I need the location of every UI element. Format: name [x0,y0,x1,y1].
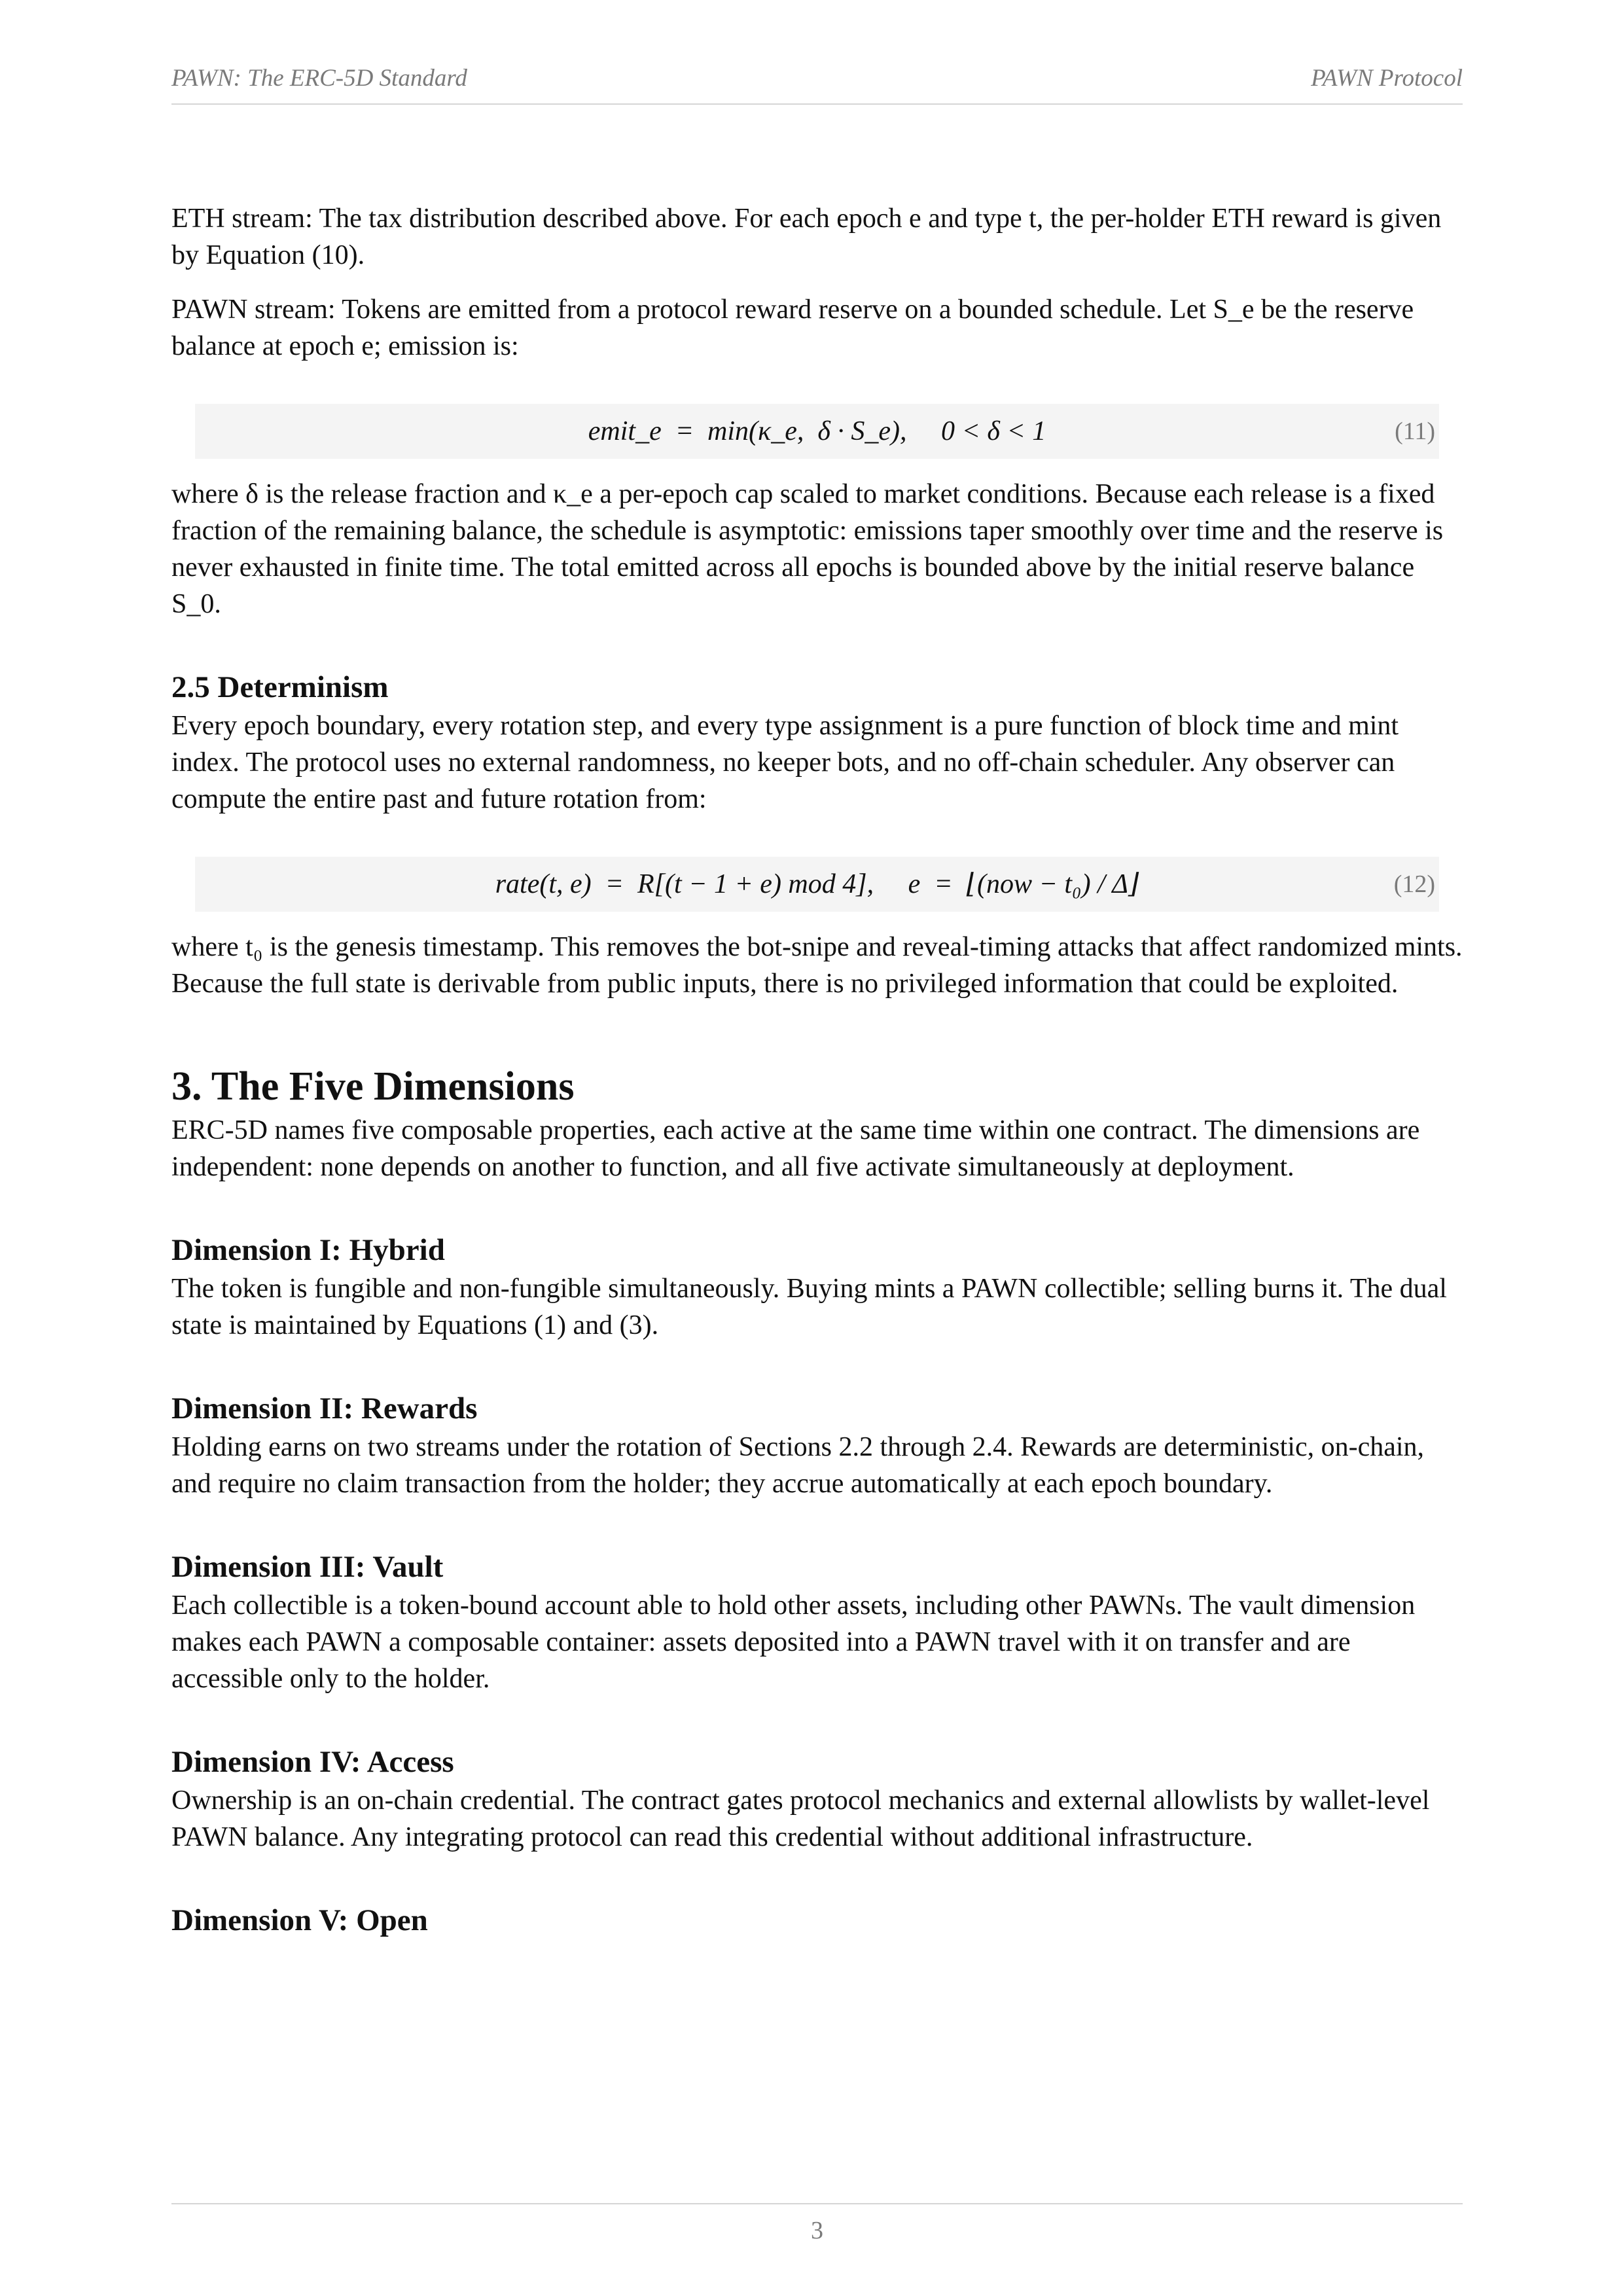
page-content [171,200,1463,1941]
header-publisher: PAWN Protocol [1311,65,1463,92]
document-page [171,0,1463,2296]
equation-12-number: (12) [1393,870,1435,898]
equation-12-formula: rate(t, e) = R[(t − 1 + e) mod 4], e = ⌊(now − t₀) / Δ⌋ [495,869,1139,899]
heading-dimension-rewards: Dimension II: Rewards [171,1391,478,1426]
equation-12 [195,857,1439,912]
equation-11-formula: emit_e = min(κ_e, δ · S_e), 0 < δ < 1 [588,416,1046,446]
paragraph-determinism: Every epoch boundary, every rotation step, and every type assignment is a pure function of block time and mint index. The protocol uses no external randomness, no keeper bots, and no off-chain scheduler. Any observer can compute the entire past and future rotation from: [171,711,1399,814]
section-heading-five-dimensions: 3. The Five Dimensions [171,1064,575,1109]
equation-11-number: (11) [1395,418,1435,445]
paragraph-genesis-explanation: where t₀ is the genesis timestamp. This removes the bot-snipe and reveal-timing attacks that affect randomized mints. Because the full state is derivable from public inputs, there is no privileged information that could be exploited. [171,932,1463,999]
running-header [171,64,1463,105]
header-document-title: PAWN: The ERC-5D Standard [171,65,467,92]
paragraph-eth-stream: ETH stream: The tax distribution described above. For each epoch e and type t, the per-holder ETH reward is given by Equation (10). [171,204,1442,270]
heading-dimension-hybrid: Dimension I: Hybrid [171,1233,445,1267]
section-heading-determinism: 2.5 Determinism [171,670,389,704]
heading-dimension-access: Dimension IV: Access [171,1745,454,1779]
equation-11 [195,404,1439,459]
paragraph-dimension-vault: Each collectible is a token-bound account able to hold other assets, including other PAWNs. The vault dimension makes each PAWN a composable container: assets deposited into a PAWN travel with it on transfer and are accessible only to the holder. [171,1590,1416,1694]
paragraph-five-dimensions: ERC-5D names five composable properties, each active at the same time within one contract. The dimensions are independent: none depends on another to function, and all five activate simultaneously at deployment. [171,1115,1420,1182]
paragraph-dimension-rewards: Holding earns on two streams under the rotation of Sections 2.2 through 2.4. Rewards are deterministic, on-chain, and require no claim transaction from the holder; they accrue automatically at each epoch boundary. [171,1432,1425,1499]
paragraph-dimension-hybrid: The token is fungible and non-fungible simultaneously. Buying mints a PAWN collectible; selling burns it. The dual state is maintained by Equations (1) and (3). [171,1274,1447,1340]
paragraph-pawn-stream: PAWN stream: Tokens are emitted from a protocol reward reserve on a bounded schedule. Let S_e be the reserve balance at epoch e; emission is: [171,295,1414,361]
heading-dimension-open: Dimension V: Open [171,1903,428,1937]
paragraph-emission-explanation: where δ is the release fraction and κ_e a per-epoch cap scaled to market conditions. Because each release is a fixed fraction of the remaining balance, the schedule is asymptotic: emissions taper smoothly over time and the reserve is never exhausted in finite time. The total emitted across all epochs is bounded above by the initial reserve balance S_0. [171,479,1444,619]
footer-divider [171,2203,1463,2204]
page-number: 3 [811,2217,823,2244]
heading-dimension-vault: Dimension III: Vault [171,1550,444,1584]
paragraph-dimension-access: Ownership is an on-chain credential. The contract gates protocol mechanics and external allowlists by wallet-level PAWN balance. Any integrating protocol can read this credential without additional infrastructure. [171,1785,1430,1852]
